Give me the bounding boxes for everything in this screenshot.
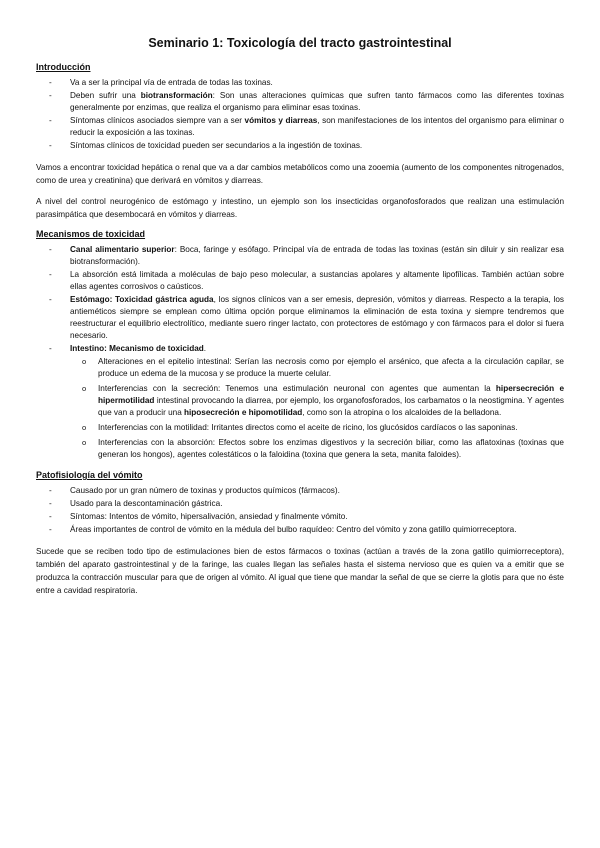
paragraph: A nivel del control neurogénico de estómago y intestino, un ejemplo son los insecticidas organofosforados que realizan una estimulación parasimpática que desembocará en vómitos y diarreas. [36, 197, 564, 219]
sub-list [70, 356, 564, 461]
sub-list-item: o Interferencias con la secreción: Tenemos una estimulación neuronal con agentes que aumentan la hipersecreción e hipermotilidad intestinal provocando la diarrea, por ejemplo, los organofosforados, los carbamatos o la neostigmina. Y agentes que van a producir una hiposecreción e hipomotilidad, como son la atropina o los alcaloides de la belladona. [70, 383, 564, 419]
list-item: - Intestino: Mecanismo de toxicidad. o Alteraciones en el epitelio intestinal: Serían las necrosis como por ejemplo el arsénico, que afecta a la circulación capilar, se produce un edema de la mucosa y se produce la muerte celular. o Interferencias con la secreción: Tenemos una estimulación neuronal con agentes que aumentan la hipersecreción e hipermotilidad intestinal provocando la diarrea, por ejemplo, los organofosforados, los carbamatos o la neostigmina. Y agentes que van a producir una hiposecreción e hipomotilidad, como son la atropina o los alcaloides de la belladona. o Interferencias con la motilidad: Irritantes directos como el aceite de ricino, los glucósidos cardíacos o las saponinas. o Interferencias con la absorción: Efectos sobre los enzimas digestivos y la secreción biliar, como las aflatoxinas (toxinas que generan los hongos), agentes colestáticos o la faloidina (toxina que genera la seta, manita faloides). [36, 343, 564, 461]
list-item: - Síntomas clínicos asociados siempre van a ser vómitos y diarreas, son manifestaciones de los intentos del organismo para eliminar o reducir la exposición a las toxinas. [36, 115, 564, 139]
section-mecanismos [36, 229, 564, 461]
list-item: - Causado por un gran número de toxinas y productos químicos (fármacos). [36, 485, 564, 497]
list-item: - Síntomas: Intentos de vómito, hipersalivación, ansiedad y finalmente vómito. [36, 511, 564, 523]
list-item: - Canal alimentario superior: Boca, faringe y esófago. Principal vía de entrada de todas las toxinas (están sin diluir y sin realizar esa biotransformación). [36, 244, 564, 268]
section-introduccion [36, 62, 564, 221]
list-item: - La absorción está limitada a moléculas de bajo peso molecular, a sustancias apolares y altamente lipofílicas. También actúan sobre ellas agentes corrosivos o caústicos. [36, 269, 564, 293]
list-item: - Síntomas clínicos de toxicidad pueden ser secundarios a la ingestión de toxinas. [36, 140, 564, 152]
list-item: - Estómago: Toxicidad gástrica aguda, los signos clínicos van a ser emesis, depresión, vómitos y diarreas. Respecto a la terapia, los antieméticos siempre se emplean como última opción porque eliminamos la eliminación de esta toxina y siempre tendremos que reestructurar el equilibrio electrolítico, mediante suero ringer lactato, con protectores de estómago y con fármacos para el dolor si fuera necesario. [36, 294, 564, 342]
paragraph: Vamos a encontrar toxicidad hepática o renal que va a dar cambios metabólicos como una zooemia (aumento de los componentes nitrogenados, como de urea y creatinina) que derivará en vómitos y diarreas. [36, 163, 564, 185]
sub-list-item: o Alteraciones en el epitelio intestinal: Serían las necrosis como por ejemplo el arsénico, que afecta a la circulación capilar, se produce un edema de la mucosa y se produce la muerte celular. [70, 356, 564, 380]
page-title: Seminario 1: Toxicología del tracto gastrointestinal [148, 36, 452, 50]
bullet-list [36, 77, 564, 152]
list-item: - Usado para la descontaminación gástrica. [36, 498, 564, 510]
bullet-list [36, 244, 564, 461]
bullet-list [36, 485, 564, 536]
section-heading: Mecanismos de toxicidad [36, 229, 146, 239]
paragraph: Sucede que se reciben todo tipo de estimulaciones bien de estos fármacos o toxinas (actúan a través de la zona gatillo quimiorreceptora), también del aparato gastrointestinal y de la faringe, las cuales llegan las señales hasta el sistema nervioso que es quien va a emitir que se produzca la contracción muscular para que de origen al vómito. Al igual que tiene que mandar la señal de que se cierre la glotis para que no éste entre a cavidad respiratoria. [36, 547, 564, 595]
section-vomito [36, 470, 564, 597]
list-item: - Deben sufrir una biotransformación: Son unas alteraciones químicas que sufren tanto fármacos como las diferentes toxinas generalmente por enzimas, que realiza el organismo para eliminar esas toxinas. [36, 90, 564, 114]
sub-list-item: o Interferencias con la motilidad: Irritantes directos como el aceite de ricino, los glucósidos cardíacos o las saponinas. [70, 422, 564, 434]
list-item: - Áreas importantes de control de vómito en la médula del bulbo raquídeo: Centro del vómito y zona gatillo quimiorreceptora. [36, 524, 564, 536]
sub-list-item: o Interferencias con la absorción: Efectos sobre los enzimas digestivos y la secreción biliar, como las aflatoxinas (toxinas que generan los hongos), agentes colestáticos o la faloidina (toxina que genera la seta, manita faloides). [70, 437, 564, 461]
section-heading: Introducción [36, 62, 91, 72]
section-heading: Patofisiología del vómito [36, 470, 143, 480]
list-item: - Va a ser la principal vía de entrada de todas las toxinas. [36, 77, 564, 89]
